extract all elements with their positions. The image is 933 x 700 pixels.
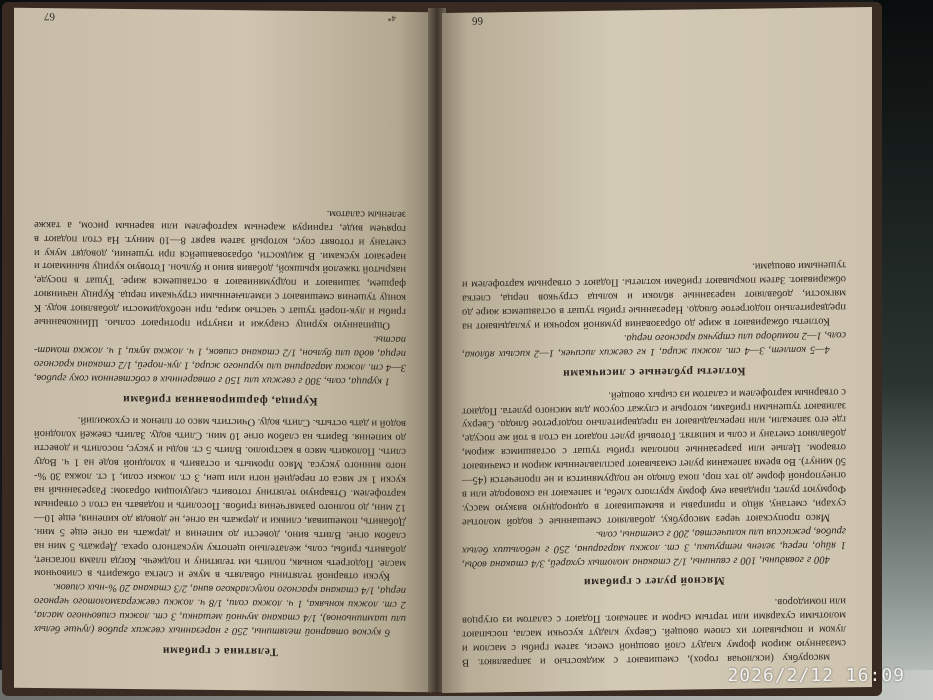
left-page [14,8,432,692]
page-number-left: 67 [44,10,55,23]
left-page-text [34,28,406,668]
right-page-upside-down [442,7,872,693]
ingredients-meatloaf: 400 г говядины, 100 г свинины, 1/2 стакана молотых сухарей, 3/4 стакана воды, 1 яйцо, перец, зелень петрушки, 3 ст. ложки маргарина, 250 г небольших белых грибов, режиссия или количества, 200 г сметаны, соль. [462,525,846,570]
intro-paragraph: мясорубку (исключая горох), смешивают с жидкостью и заправляют. В смазанную жиром форму кладут слой овощной смеси, затем грибы с маслом и луком и покрывают их слоем овощей. Сверху кладут кусочки масла, посыпают молотыми сухарями или тертым сыром и запекают. Подают с салатом из огурцов или помидоров. [462,595,846,668]
ingredients-cutlets: 4—5 котлет, 3—4 ст. ложки жира, 1 кг свежих лисичек, 1—2 кислых яблока, соль, 1—2 помидора или стручка красного перца. [462,329,846,360]
photo-timestamp: 2026/2/12 16:09 [727,665,905,686]
steps-chicken: Ощипанную курицу снаружи и изнутри протирают солью. Шинкованные грибы и лук-порей тушат с частью жира, при необходимости добавляют воду. К концу тушения смешивают с измельченными стручками перца. Курицу начиняют фаршем, зашивают и подрумянивают в оставшемся жире. Тушат в посуде, накрытой тяжелой крышкой, добавив вино и бульон. Готовую курицу вынимают и нарезают кусками. В жидкости, образовавшейся при тушении, доводят муку и сметану и готовят соус, который затем варят 8—10 минут. На стол подают в горячем виде, гарнируя жареным картофелем или вареным рисом, а также зеленым салатом. [34,207,406,331]
steps-cutlets: Котлеты обжаривают в жире до образования румяной корочки и укладывают на предварительно подогретое блюдо. Нарезанные грибы тушат в оставшемся жире до мягкости, добавляют нарезанные яблоки и кольца стручков перца, слегка обжаривают. Затем покрывают грибами котлеты. Подают с отварным картофелем и тушеными овощами. [462,259,846,332]
ingredients-chicken: 1 курица, соль, 300 г свежих или 150 г отваренных в собственном соку грибов, 3—4 ст. ложки маргарина или куриного жира, 1 лук-порей, 1/2 стакана красного перца, вода или бульон, 1/2 стакана сливок, 1 ч. ложка муки, 1 ч. ложка томат-пасты. [34,333,406,387]
section-title-cutlets: Котлеты рубленые с лисичками [562,364,746,380]
right-page-text [462,27,846,668]
section-title-chicken: Курица, фаршированная грибами [122,392,318,407]
section-title-veal: Телятина с грибами [162,644,278,658]
open-book [2,2,882,696]
footer-mark: 4* [387,13,396,24]
right-page [442,7,872,693]
left-page-upside-down [14,8,432,692]
section-title-meatloaf: Мясной рулет с грибами [583,574,725,589]
page-number-right: 66 [472,14,483,27]
steps-meatloaf: Мясо пропускают через мясорубку, добавляют смешанные с водой молотые сухари, сметану, яйцо и приправы и вымешивают в однородную вязкую массу. Формуют рулет, придавая ему форму круглого хлеба, и запекают на сковороде или в огнеупорной форме до тех пор, пока блюдо не подрумянится и не пропечется (45—50 минут). Во время запекания рулет смазывают расплавленным жиром и смачивают отваром. Целые или разрезанные пополам грибы тушат с оставшимся жиром, добавляют сметану и соль и кипятят. Готовый рулет подают на стол в той же посуде, где его запекали, или перекладывают на предварительно подогретое блюдо. Сверху заливают тушеными грибами, которые и служат соусом для мясного рулета. Подают с отварным картофелем и салатом из сырых овощей. [462,386,846,528]
background-surface [873,0,933,700]
steps-veal: Куски отварной телятины обвалять в муке и слегка обжарить в сливочном масле. Подогреть коньяк, полить им телятину и поджечь. Когда пламя погаснет, добавить грибы, соль, желательно щепотку мускатного ореха. Держать 5 мин на слабом огне. Влить вино, довести до кипения и держать на огне еще 5 мин. Добавить, помешивая, сливки и держать на огне, не доводя до кипения, еще 10—12 мин, до полного размягчения грибов. Посолить и подавать на стол с отварным картофелем. Отварную телятину готовить следующим образом: Разрезанный на куски 1 кг мяса от передней ноги или шеи, 3 ст. ложки соли, 1 ст. ложка 30 %-ного винного уксуса. Мясо промыть и оставить в холодной воде на 1 ч. Воду слить. Положить мясо в кастрюлю. Влить 5 ст. воды и уксус, посолить и довести до кипения. Варить на слабом огне 10 мин. Слить воду. Залить свежей холодной водой и дать остыть. Слить воду. Очистить мясо от пленок и сухожилий. [34,414,406,583]
ingredients-veal: 6 кусков отварной телятины, 250 г нарезанных свежих грибов (лучше белых или шампиньонов), 1/4 стакана мучной мешанки, 3 ст. ложки сливочного масла, 2 ст. ложки коньяка, 1 ч. ложка соли, 1/8 ч. ложки свежеразмолотого черного перца, 1/4 стакана красного полусладкого вина, 2/3 стакана 20 %-ных сливок. [34,581,406,638]
